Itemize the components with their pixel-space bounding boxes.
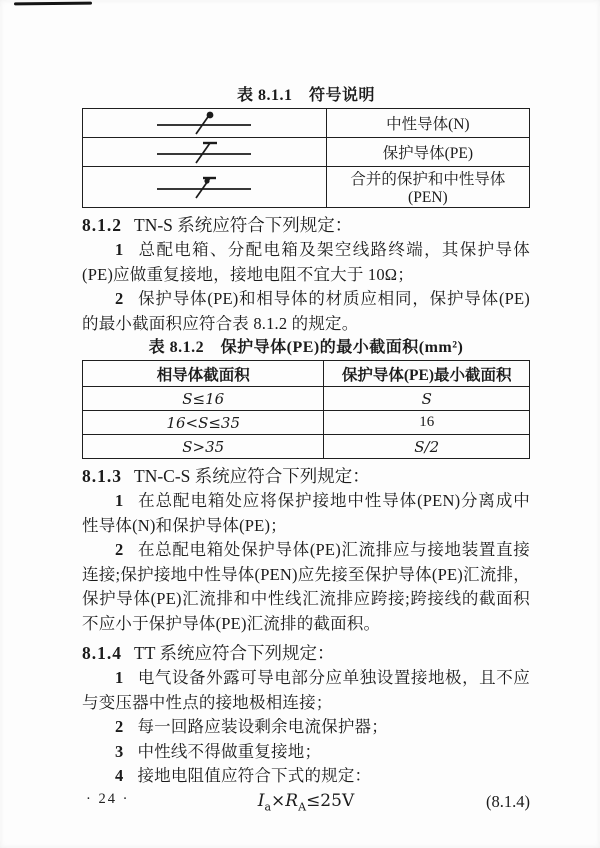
page-content bbox=[82, 86, 530, 814]
item-text: 每一回路应装设剩余电流保护器； bbox=[137, 717, 388, 736]
clause-814-item-2 bbox=[82, 715, 530, 740]
formula-sub-A: A bbox=[298, 799, 307, 813]
symbol-cell bbox=[83, 109, 327, 138]
item-number: 2 bbox=[115, 717, 124, 736]
clause-813-item-2 bbox=[82, 538, 530, 636]
clause-814-heading bbox=[82, 641, 530, 666]
item-number: 1 bbox=[115, 668, 124, 687]
phase-cell: S>35 bbox=[83, 435, 324, 459]
symbol-cell bbox=[83, 167, 327, 208]
item-text: 中性线不得做重复接地； bbox=[137, 741, 322, 761]
page-number: · 24 · bbox=[86, 791, 130, 807]
clause-number: 8.1.2 bbox=[82, 215, 122, 235]
pe-cell: S/2 bbox=[324, 435, 530, 459]
item-text: 在总配电箱处应将保护接地中性导体(PEN)分离成中性导体(N)和保护导体(PE)； bbox=[82, 491, 530, 535]
clause-814-item-1 bbox=[82, 666, 530, 715]
table-812-caption: 表 8.1.2 保护导体(PE)的最小截面积(mm²) bbox=[148, 339, 464, 356]
clause-813-item-1 bbox=[82, 489, 530, 538]
clause-title: TN-C-S 系统应符合下列规定： bbox=[134, 466, 370, 486]
clause-812-item-2 bbox=[82, 287, 530, 336]
table-row bbox=[83, 387, 530, 411]
symbol-table bbox=[82, 108, 530, 208]
formula-sub-a: a bbox=[264, 799, 272, 813]
clause-812-heading bbox=[82, 213, 530, 238]
scan-artifact-mark bbox=[14, 2, 92, 6]
table-header-row bbox=[83, 361, 530, 387]
item-number: 4 bbox=[115, 766, 124, 785]
item-number: 1 bbox=[115, 491, 124, 510]
pen-conductor-symbol bbox=[149, 174, 259, 200]
neutral-conductor-symbol bbox=[149, 110, 259, 136]
phase-cell: 16<S≤35 bbox=[83, 411, 324, 435]
formula-relation: ≤25V bbox=[306, 790, 355, 811]
protective-conductor-symbol bbox=[149, 139, 259, 165]
item-text: 在总配电箱处保护导体(PE)汇流排应与接地装置直接连接;保护接地中性导体(PEN)应先接至保护导体(PE)汇流排，保护导体(PE)汇流排和中性线汇流排应跨接;跨接线的截面积不应小于保护导体(PE)汇流排的截面积。 bbox=[82, 540, 530, 633]
item-number: 3 bbox=[115, 741, 124, 761]
clause-number: 8.1.4 bbox=[82, 643, 122, 663]
column-header: 保护导体(PE)最小截面积 bbox=[324, 361, 530, 387]
clause-814-item-4 bbox=[82, 764, 530, 789]
formula-R: R bbox=[285, 790, 299, 811]
item-text: 电气设备外露可导电部分应单独设置接地极，且不应与变压器中性点的接地极相连接； bbox=[82, 668, 530, 712]
equation-number: (8.1.4) bbox=[486, 791, 530, 811]
formula-times: × bbox=[271, 790, 286, 811]
item-number: 2 bbox=[115, 540, 124, 559]
formula-I: I bbox=[257, 790, 265, 811]
table-row bbox=[83, 411, 530, 435]
clause-814-item-3 bbox=[82, 740, 530, 765]
item-text: 接地电阻值应符合下式的规定： bbox=[137, 766, 372, 785]
pe-min-section-table bbox=[82, 360, 530, 459]
symbol-label: 保护导体(PE) bbox=[326, 138, 529, 167]
formula-8-1-4 bbox=[82, 789, 530, 819]
clause-813-heading bbox=[82, 464, 530, 489]
table-row bbox=[83, 138, 530, 167]
column-header: 相导体截面积 bbox=[83, 361, 324, 387]
clause-812-item-1 bbox=[82, 238, 530, 287]
phase-cell: S≤16 bbox=[83, 387, 324, 411]
table-row bbox=[83, 167, 530, 208]
symbol-cell bbox=[83, 138, 327, 167]
item-number: 1 bbox=[115, 240, 124, 259]
clause-number: 8.1.3 bbox=[82, 466, 122, 486]
table-row bbox=[83, 109, 530, 138]
item-number: 2 bbox=[115, 289, 124, 308]
table-row bbox=[83, 435, 530, 459]
table-811-caption: 表 8.1.1 符号说明 bbox=[236, 87, 375, 104]
symbol-label: 合并的保护和中性导体(PEN) bbox=[326, 167, 529, 208]
item-text: 保护导体(PE)和相导体的材质应相同，保护导体(PE)的最小截面积应符合表 8.1.2 的规定。 bbox=[82, 289, 530, 333]
symbol-label: 中性导体(N) bbox=[326, 109, 529, 138]
pe-cell: S bbox=[324, 387, 530, 411]
clause-title: TT 系统应符合下列规定： bbox=[134, 643, 335, 663]
formula-row bbox=[82, 789, 530, 814]
pe-cell: 16 bbox=[324, 411, 530, 435]
item-text: 总配电箱、分配电箱及架空线路终端，其保护导体(PE)应做重复接地，接地电阻不宜大于 10Ω； bbox=[82, 240, 530, 284]
clause-title: TN-S 系统应符合下列规定： bbox=[134, 215, 353, 235]
